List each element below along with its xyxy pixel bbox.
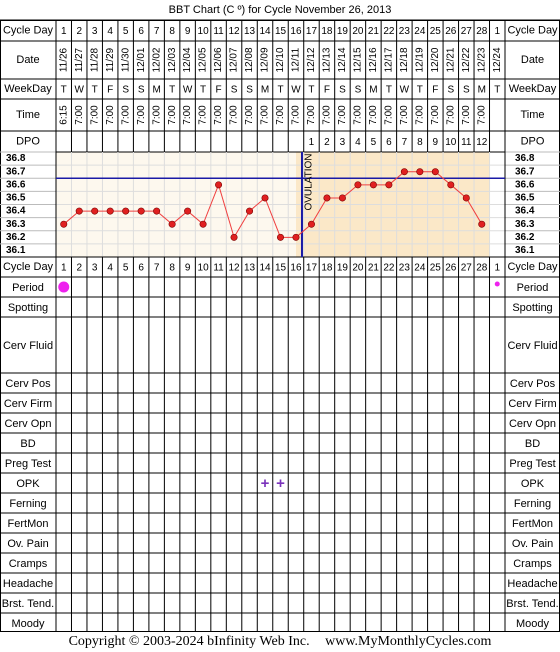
cycle-day-cell: 17 <box>305 262 318 274</box>
weekday-cell: T <box>91 84 98 96</box>
time-cell: 7:00 <box>337 105 349 125</box>
weekday-cell: S <box>246 84 253 96</box>
dpo-cell: 9 <box>432 137 439 149</box>
cycle-day-cell: 1 <box>60 26 67 38</box>
temperature-point <box>138 208 144 214</box>
weekday-cell: M <box>477 84 486 96</box>
cycle-day-cell: 14 <box>259 262 271 274</box>
y-tick-right: 36.7 <box>515 166 535 178</box>
cycle-day-cell: 9 <box>184 26 191 38</box>
temperature-point <box>308 221 314 227</box>
opk-mark: + <box>276 474 285 492</box>
weekday-cell: F <box>323 84 331 96</box>
cycle-day-cell: 6 <box>138 262 144 274</box>
time-cell: 7:00 <box>166 105 178 125</box>
y-tick-right: 36.5 <box>515 192 535 204</box>
weekday-cell: S <box>339 84 346 96</box>
date-cell: 12/13 <box>321 47 333 73</box>
cycle-day-label-left: Cycle Day <box>2 24 54 37</box>
cycle-day-cell: 10 <box>197 262 209 274</box>
temperature-point <box>479 221 485 227</box>
cycle-day-cell: 6 <box>138 26 144 38</box>
y-tick-right: 36.3 <box>515 218 535 230</box>
cycle-day-cell: 21 <box>367 26 379 38</box>
time-cell: 7:00 <box>104 105 116 125</box>
weekday-cell: S <box>354 84 362 96</box>
time-cell: 7:00 <box>352 105 364 125</box>
time-cell: 7:00 <box>89 105 101 125</box>
cycle-day-cell: 16 <box>290 262 302 274</box>
date-cell: 12/07 <box>228 47 240 73</box>
cycle-day-cell: 1 <box>494 26 501 38</box>
temperature-point <box>107 208 113 214</box>
cycle-day-cell: 12 <box>228 262 240 274</box>
cycle-day-cell: 9 <box>184 262 191 274</box>
dpo-cell: 6 <box>386 137 392 149</box>
date-cell: 12/03 <box>166 47 178 73</box>
temperature-point <box>231 234 237 240</box>
dpo-cell: 7 <box>401 137 408 149</box>
weekday-cell: S <box>137 84 145 96</box>
cycle-day-cell: 23 <box>398 262 410 274</box>
temperature-point <box>184 208 190 214</box>
weekday-cell: M <box>260 84 270 96</box>
date-cell: 11/29 <box>104 47 116 73</box>
time-cell: 7:00 <box>368 105 380 125</box>
dpo-cell: 4 <box>355 137 361 149</box>
temperature-point <box>169 221 175 227</box>
cycle-day-cell: 2 <box>76 26 83 38</box>
obs-label-right: OPK <box>520 477 545 490</box>
obs-label-left: Brst. Tend. <box>1 597 55 610</box>
cycle-day-cell: 12 <box>228 26 240 38</box>
cycle-day-cell: 18 <box>321 26 333 38</box>
weekday-cell: T <box>494 84 501 96</box>
temperature-point <box>355 182 361 188</box>
cycle-day-cell: 3 <box>91 26 98 38</box>
obs-label-left: Cerv Pos <box>5 377 51 390</box>
dpo-label-right: DPO <box>520 135 545 148</box>
cycle-day-cell: 19 <box>336 26 348 38</box>
date-cell: 12/01 <box>135 47 147 73</box>
cycle-day-cell: 1 <box>60 262 67 274</box>
y-tick-right: 36.2 <box>515 231 535 243</box>
cycle-day-cell: 20 <box>352 26 364 38</box>
weekday-cell: S <box>462 84 470 96</box>
date-cell: 12/16 <box>368 47 380 73</box>
weekday-cell: W <box>291 84 301 96</box>
site-link[interactable]: www.MyMonthlyCycles.com <box>325 634 492 649</box>
weekday-cell: S <box>122 84 130 96</box>
date-cell: 12/11 <box>290 47 302 73</box>
time-cell: 7:00 <box>306 105 318 125</box>
temperature-point <box>122 208 128 214</box>
weekday-cell: M <box>369 84 378 96</box>
time-cell: 7:00 <box>399 105 411 125</box>
temperature-point <box>200 221 206 227</box>
time-cell: 7:00 <box>213 105 225 125</box>
time-cell: 7:00 <box>460 105 472 125</box>
temperature-point <box>432 168 438 174</box>
date-cell: 12/12 <box>306 47 318 73</box>
date-cell: 12/20 <box>429 47 441 73</box>
time-cell: 7:00 <box>429 105 441 125</box>
cycle-day-cell: 28 <box>476 262 488 274</box>
date-cell: 12/05 <box>197 47 209 73</box>
dpo-cell: 12 <box>476 137 488 149</box>
cycle-day-cell: 18 <box>321 262 333 274</box>
cycle-day-cell: 5 <box>122 262 129 274</box>
temperature-point <box>246 208 252 214</box>
time-cell: 7:00 <box>445 105 457 125</box>
weekday-cell: T <box>169 84 176 96</box>
cycle-day-cell: 13 <box>243 262 256 274</box>
cycle-day-cell: 23 <box>398 26 410 38</box>
cycle-day-cell: 25 <box>429 26 441 38</box>
obs-label-left: Cerv Firm <box>3 397 53 410</box>
time-cell: 7:00 <box>228 105 240 125</box>
date-cell: 12/14 <box>337 47 349 73</box>
time-cell: 7:00 <box>73 105 85 125</box>
cycle-day-cell: 1 <box>494 262 501 274</box>
cycle-day-cell: 16 <box>290 26 302 38</box>
temperature-point <box>76 208 82 214</box>
obs-label-right: Period <box>516 281 549 294</box>
cycle-day-cell: 4 <box>107 262 113 274</box>
copyright-text: Copyright © 2003-2024 bInfinity Web Inc. <box>68 634 310 649</box>
cycle-day-cell: 5 <box>122 26 129 38</box>
weekday-cell: T <box>60 84 67 96</box>
opk-mark: + <box>260 474 270 492</box>
obs-label-left: Spotting <box>7 301 49 314</box>
date-cell: 12/04 <box>182 47 194 73</box>
footer <box>0 632 560 652</box>
cycle-day-cell: 4 <box>107 26 113 38</box>
time-cell: 7:00 <box>321 105 333 125</box>
date-cell: 12/15 <box>352 47 364 73</box>
temperature-point <box>401 168 407 174</box>
cycle-day-cell: 20 <box>352 262 364 274</box>
dpo-cell: 3 <box>339 137 346 149</box>
date-cell: 12/18 <box>399 47 411 73</box>
date-cell: 12/02 <box>151 47 163 73</box>
time-cell: 7:00 <box>151 105 163 125</box>
time-cell: 7:00 <box>275 105 287 125</box>
obs-label-left: Period <box>12 281 44 294</box>
obs-label-left: Ferning <box>9 497 47 510</box>
date-cell: 12/21 <box>445 47 457 73</box>
y-tick-right: 36.1 <box>515 245 535 257</box>
y-tick-left: 36.3 <box>6 218 26 230</box>
cycle-day-cell: 15 <box>274 262 287 274</box>
obs-label-left: Preg Test <box>4 457 52 470</box>
weekday-cell: T <box>200 84 207 96</box>
time-cell: 7:00 <box>383 105 395 125</box>
cycle-day-cell: 19 <box>336 262 348 274</box>
y-tick-left: 36.2 <box>6 231 26 243</box>
y-tick-right: 36.8 <box>515 153 535 165</box>
cycle-day-cell: 28 <box>476 26 488 38</box>
temperature-point <box>417 168 423 174</box>
temperature-point <box>324 195 330 201</box>
obs-label-right: Ferning <box>513 497 552 510</box>
date-cell: 12/08 <box>244 47 256 73</box>
obs-label-right: Spotting <box>512 301 553 314</box>
obs-label-left: Cramps <box>8 557 48 570</box>
cycle-day-cell: 27 <box>460 262 472 274</box>
dpo-cell: 10 <box>445 137 457 149</box>
temperature-point <box>386 182 392 188</box>
temperature-point <box>370 182 376 188</box>
temperature-point <box>92 208 98 214</box>
cycle-day-cell: 13 <box>243 26 256 38</box>
cycle-day-cell: 26 <box>445 26 457 38</box>
cycle-day-cell: 24 <box>414 26 426 38</box>
cycle-day-label-right: Cycle Day <box>507 24 558 37</box>
obs-label-left: FertMon <box>7 517 49 530</box>
obs-label-right: Headache <box>507 577 558 590</box>
weekday-cell: F <box>432 84 439 96</box>
y-tick-left: 36.4 <box>6 205 26 217</box>
cycle-day-cell: 3 <box>91 262 98 274</box>
y-tick-left: 36.6 <box>6 179 26 191</box>
weekday-cell: T <box>308 84 315 96</box>
cycle-day-cell: 7 <box>153 26 160 38</box>
weekday-label-left: WeekDay <box>4 82 52 95</box>
cycle-day-cell: 10 <box>197 26 209 38</box>
dpo-cell: 2 <box>324 137 330 149</box>
date-cell: 12/06 <box>213 47 225 73</box>
obs-label-right: Cramps <box>513 557 552 570</box>
date-cell: 12/23 <box>476 47 488 73</box>
ovulation-label: OVULATION <box>303 153 315 211</box>
obs-label-right: Cerv Firm <box>508 397 557 410</box>
time-label-right: Time <box>520 108 545 121</box>
obs-label-left: Cerv Fluid <box>2 339 54 352</box>
cycle-day-cell: 15 <box>274 26 287 38</box>
weekday-cell: F <box>107 84 114 96</box>
date-cell: 11/27 <box>73 47 85 73</box>
time-cell: 7:00 <box>259 105 271 125</box>
date-cell: 12/22 <box>460 47 472 73</box>
date-cell: 12/09 <box>259 47 271 73</box>
obs-label-left: Ov. Pain <box>7 537 49 550</box>
weekday-cell: T <box>277 84 284 96</box>
obs-label-right: BD <box>524 437 541 450</box>
y-tick-left: 36.5 <box>6 192 26 204</box>
date-cell: 11/30 <box>120 47 132 73</box>
cycle-day-cell: 25 <box>429 262 441 274</box>
cycle-day-cell: 11 <box>213 262 224 274</box>
y-tick-left: 36.1 <box>6 245 26 257</box>
dpo-cell: 11 <box>461 137 472 149</box>
date-cell: 11/26 <box>58 47 70 73</box>
cycle-day-cell: 17 <box>305 26 318 38</box>
dpo-cell: 8 <box>417 137 423 149</box>
y-tick-right: 36.6 <box>515 179 535 191</box>
obs-label-right: FertMon <box>512 517 553 530</box>
chart-title: BBT Chart (C º) for Cycle November 26, 2013 <box>168 3 392 16</box>
cycle-day-label-left: Cycle Day <box>2 260 54 273</box>
weekday-cell: F <box>215 84 222 96</box>
obs-label-right: Moody <box>515 617 550 630</box>
y-tick-left: 36.7 <box>6 166 26 178</box>
temperature-point <box>339 195 345 201</box>
weekday-cell: W <box>182 84 193 96</box>
obs-label-left: BD <box>20 437 36 450</box>
time-cell: 6:15 <box>58 105 70 125</box>
cycle-day-cell: 21 <box>367 262 379 274</box>
dpo-cell: 5 <box>370 137 377 149</box>
time-cell: 7:00 <box>244 105 256 125</box>
date-cell: 11/28 <box>89 47 101 73</box>
date-cell: 12/24 <box>491 47 503 73</box>
temperature-point <box>293 234 299 240</box>
cycle-day-label-right: Cycle Day <box>507 260 558 273</box>
temperature-point <box>215 182 221 188</box>
date-cell: 12/19 <box>414 47 426 73</box>
time-cell: 7:00 <box>135 105 147 125</box>
weekday-cell: W <box>74 84 84 96</box>
period-mark <box>58 282 69 293</box>
cycle-day-cell: 11 <box>213 26 224 38</box>
date-label-left: Date <box>16 53 40 66</box>
cycle-day-cell: 7 <box>153 262 160 274</box>
date-label-right: Date <box>520 53 545 66</box>
time-cell: 7:00 <box>120 105 132 125</box>
time-cell: 7:00 <box>197 105 209 125</box>
cycle-day-cell: 14 <box>259 26 271 38</box>
obs-label-right: Cerv Opn <box>508 417 557 430</box>
cycle-day-cell: 24 <box>414 262 426 274</box>
temperature-point <box>262 195 268 201</box>
dpo-label-left: DPO <box>16 135 40 148</box>
weekday-cell: T <box>416 84 423 96</box>
cycle-day-cell: 22 <box>383 26 395 38</box>
temperature-point <box>277 234 283 240</box>
obs-label-right: Preg Test <box>509 457 556 470</box>
cycle-day-cell: 22 <box>383 262 395 274</box>
obs-label-left: Moody <box>11 617 45 630</box>
cycle-day-cell: 8 <box>169 262 175 274</box>
time-cell: 7:00 <box>476 105 488 125</box>
weekday-cell: M <box>152 84 161 96</box>
weekday-cell: S <box>230 84 238 96</box>
obs-label-right: Cerv Fluid <box>507 339 558 352</box>
obs-label-left: Headache <box>2 577 54 590</box>
obs-label-left: OPK <box>16 477 40 490</box>
weekday-cell: W <box>399 84 410 96</box>
obs-label-left: Cerv Opn <box>4 417 52 430</box>
time-cell: 7:00 <box>182 105 194 125</box>
cycle-day-cell: 27 <box>460 26 472 38</box>
temperature-point <box>61 221 67 227</box>
y-tick-left: 36.8 <box>6 153 26 165</box>
obs-label-right: Brst. Tend. <box>506 597 559 610</box>
date-cell: 12/17 <box>383 47 395 73</box>
dpo-cell: 1 <box>308 137 315 149</box>
period-mark <box>495 282 500 287</box>
time-cell: 7:00 <box>290 105 302 125</box>
obs-label-right: Cerv Pos <box>509 377 556 390</box>
temperature-point <box>448 182 454 188</box>
cycle-day-cell: 2 <box>76 262 83 274</box>
cycle-day-cell: 26 <box>445 262 457 274</box>
date-cell: 12/10 <box>275 47 287 73</box>
y-tick-right: 36.4 <box>515 205 535 217</box>
temperature-point <box>463 195 469 201</box>
obs-label-right: Ov. Pain <box>511 537 554 550</box>
time-cell: 7:00 <box>414 105 426 125</box>
cycle-day-cell: 8 <box>169 26 175 38</box>
temperature-point <box>153 208 159 214</box>
weekday-cell: S <box>447 84 455 96</box>
time-label-left: Time <box>15 108 41 121</box>
weekday-label-right: WeekDay <box>508 82 557 95</box>
weekday-cell: T <box>385 84 392 96</box>
